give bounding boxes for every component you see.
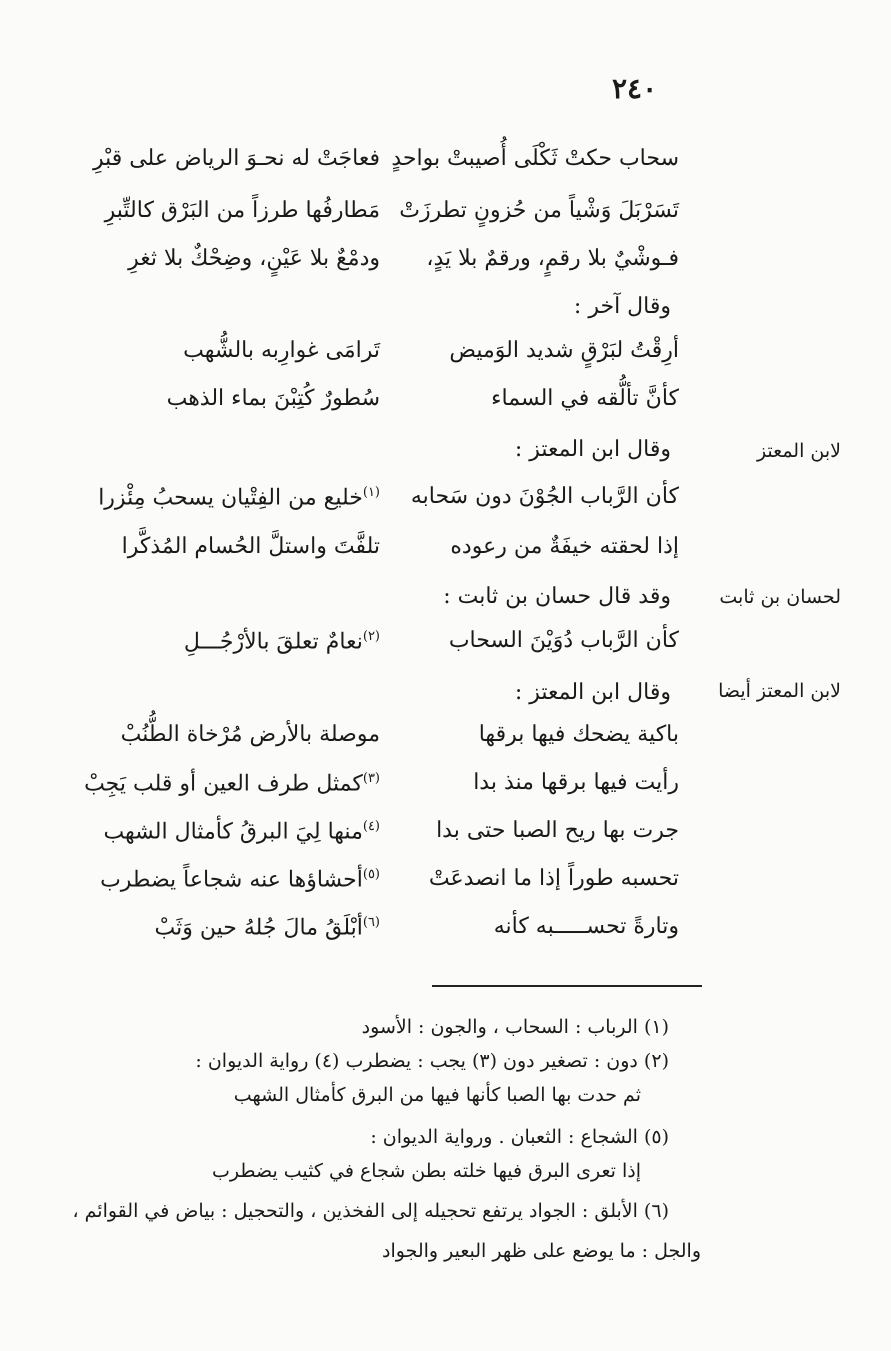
- verse-left-hemistich: $^{(١)}$خليع من الفِتْيان يسحبُ مِئْزرا: [98, 485, 380, 511]
- section-heading: وقال ابن المعتز :: [514, 437, 671, 462]
- verse-right-hemistich: سحاب حكتْ ثَكْلَى أُصيبتْ بواحدٍ: [391, 146, 679, 171]
- verse-right-hemistich: فـوشْيٌ بلا رقمٍ، ورقمٌ بلا يَدٍ،: [426, 246, 679, 271]
- verse-left-hemistich: $^{(٢)}$نعامٌ تعلقَ بالأرْجُـــلِ: [183, 629, 380, 655]
- verse-right-hemistich: تَسَرْبَلَ وَشْياً من حُزونٍ تطرزَتْ: [399, 198, 679, 223]
- footnote-6: (٦) الأبلق : الجواد يرتفع تحجيله إلى الفخذين ، والتحجيل : بياض في القوائم ،: [72, 1200, 669, 1222]
- verse-left-hemistich: $^{(٦)}$أبْلَقُ مالَ جُلهُ حين وَثَبْ: [154, 915, 380, 941]
- verse-right-hemistich: كأنَّ تألُّقه في السماء: [491, 386, 679, 411]
- verse-right-hemistich: جرت بها ريح الصبا حتى بدا: [436, 818, 679, 843]
- verse-right-hemistich: وتارةً تحســـــبه كأنه: [493, 914, 679, 939]
- section-heading: وقال آخر :: [573, 294, 671, 319]
- verse-left-hemistich: سُطورٌ كُتِبْنَ بماء الذهب: [166, 386, 380, 411]
- verse-right-hemistich: كأن الرَّباب دُوَيْنَ السحاب: [448, 628, 679, 653]
- verse-right-hemistich: تحسبه طوراً إذا ما انصدعَتْ: [428, 866, 679, 891]
- verse-left-hemistich: فعاجَتْ له نحـوَ الرياض على قبْرِ: [92, 146, 380, 171]
- verse-right-hemistich: أرِقْتُ لبَرْقٍ شديد الوَميض: [449, 338, 679, 363]
- margin-attribution: لابن المعتز أيضا: [718, 680, 841, 702]
- footnote-6-continuation: والجل : ما يوضع على ظهر البعير والجواد: [382, 1240, 701, 1262]
- verse-right-hemistich: باكية يضحك فيها برقها: [478, 722, 679, 747]
- page-number: ٢٤٠: [612, 72, 658, 105]
- section-heading: وقال ابن المعتز :: [514, 680, 671, 705]
- verse-left-hemistich: ودمْعٌ بلا عَيْنٍ، وضِحْكٌ بلا ثغرِ: [128, 246, 380, 271]
- verse-left-hemistich: $^{(٣)}$كمثل طرف العين أو قلب يَجِبْ: [84, 771, 380, 797]
- verse-left-hemistich: موصلة بالأرض مُرْخاة الطُّنُبْ: [120, 722, 380, 747]
- verse-right-hemistich: رأيت فيها برقها منذ بدا: [473, 770, 679, 795]
- verse-left-hemistich: تلفَّتَ واستلَّ الحُسام المُذكَّرا: [121, 534, 380, 559]
- footnote-divider: [432, 985, 702, 987]
- footnote-2: (٢) دون : تصغير دون (٣) يجب : يضطرب (٤) رواية الديوان :: [195, 1050, 669, 1072]
- margin-attribution: لحسان بن ثابت: [719, 586, 841, 608]
- section-heading: وقد قال حسان بن ثابت :: [443, 584, 671, 609]
- footnote-ref: (٢): [362, 629, 380, 644]
- footnote-5: (٥) الشجاع : الثعبان . ورواية الديوان :: [370, 1126, 669, 1148]
- footnote-verse: إذا تعرى البرق فيها خلته بطن شجاع في كثيب يضطرب: [212, 1160, 641, 1182]
- footnote-verse: ثم حدت بها الصبا كأنها فيها من البرق كأمثال الشهب: [233, 1084, 641, 1106]
- footnote-ref: (٦): [362, 915, 380, 930]
- footnote-ref: (٤): [362, 819, 380, 834]
- footnote-ref: (١): [362, 485, 380, 500]
- margin-attribution: لابن المعتز: [756, 440, 841, 462]
- footnote-ref: (٣): [362, 771, 380, 786]
- verse-right-hemistich: إذا لحقته خيفَةٌ من رعوده: [450, 534, 679, 559]
- verse-left-hemistich: $^{(٥)}$أحشاؤها عنه شجاعاً يضطرب: [100, 867, 380, 893]
- verse-left-hemistich: تَرامَى غوارِبه بالشُّهب: [183, 338, 380, 363]
- verse-left-hemistich: $^{(٤)}$منها لِيَ البرقُ كأمثال الشهب: [103, 819, 380, 845]
- footnote-ref: (٥): [362, 867, 380, 882]
- verse-left-hemistich: مَطارفُها طرزاً من البَرْق كالتِّبرِ: [104, 198, 380, 223]
- verse-right-hemistich: كأن الرَّباب الجُوْنَ دون سَحابه: [410, 484, 679, 509]
- footnote-1: (١) الرباب : السحاب ، والجون : الأسود: [361, 1016, 669, 1038]
